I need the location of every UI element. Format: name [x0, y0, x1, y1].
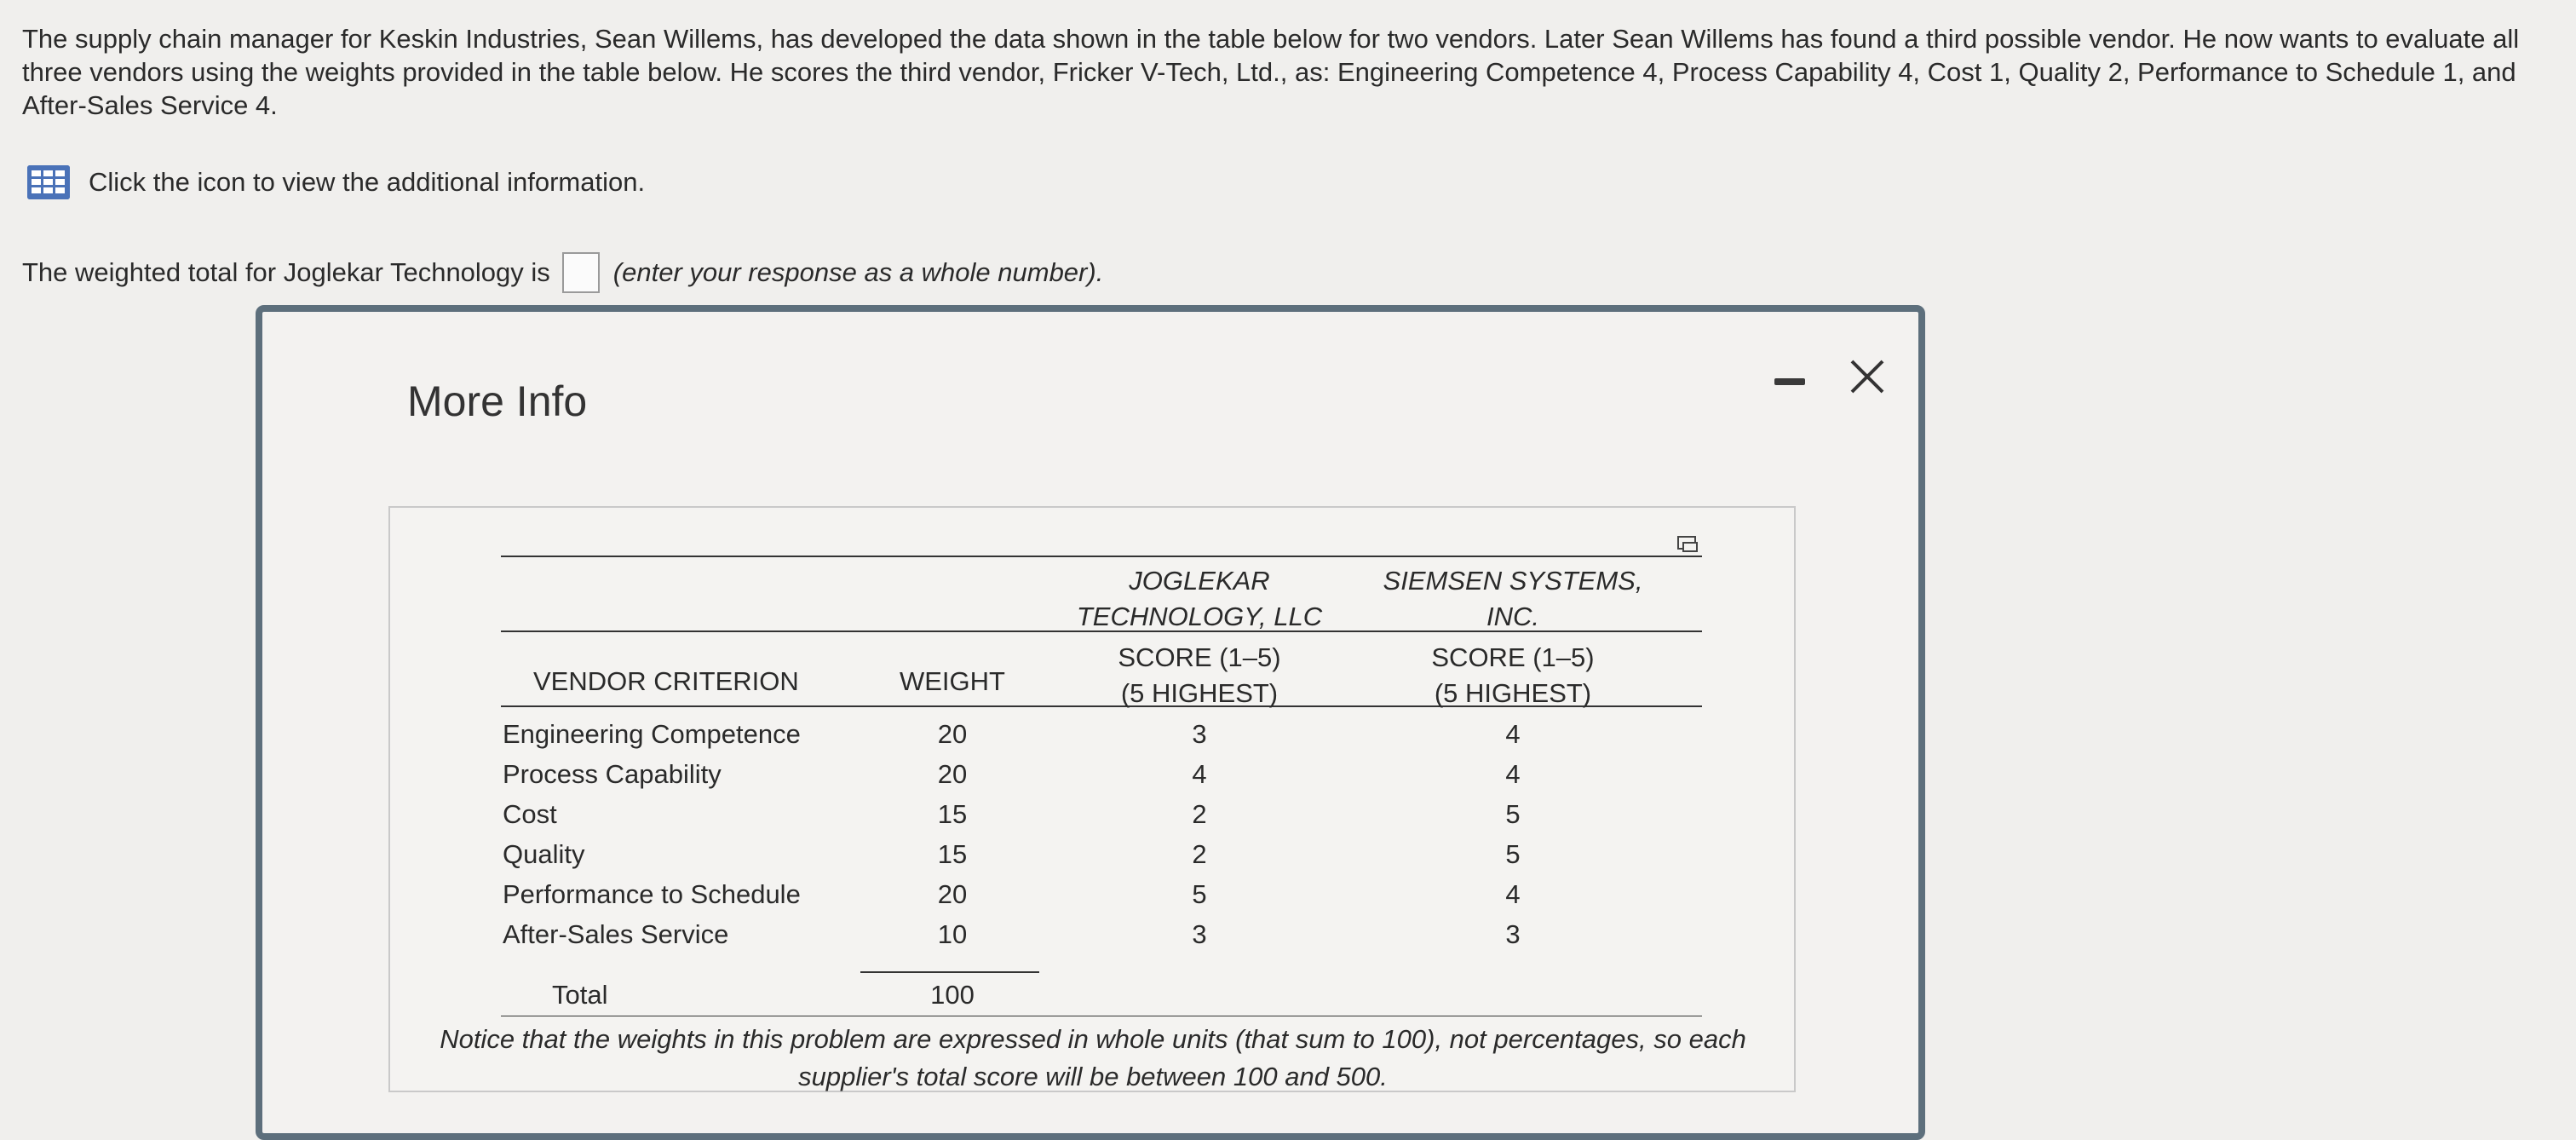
close-icon[interactable]: [1847, 356, 1888, 397]
question-prefix: The weighted total for Joglekar Technology is: [22, 257, 550, 287]
header-weight: WEIGHT: [900, 666, 1005, 696]
row-siemsen-score: 4: [1505, 879, 1521, 909]
table-top-rule: [501, 556, 1702, 557]
row-weight: 15: [937, 799, 968, 829]
row-weight: 10: [937, 919, 968, 949]
row-criterion: Engineering Competence: [503, 719, 801, 749]
vendor2-score-header-line2: (5 HIGHEST): [1434, 678, 1592, 708]
table-grid-icon[interactable]: [27, 165, 70, 199]
more-info-dialog: [256, 305, 1925, 1140]
table-note: Notice that the weights in this problem are expressed in whole units (that sum to 100), not percentages, so each supplier's total score will be between 100 and 500.: [440, 1024, 1746, 1091]
info-table-panel: [388, 506, 1796, 1092]
row-criterion: Process Capability: [503, 759, 722, 789]
copy-icon[interactable]: [1676, 535, 1699, 554]
row-criterion: Performance to Schedule: [503, 879, 801, 909]
vendor2-name-line1: SIEMSEN SYSTEMS,: [1383, 566, 1643, 596]
question-row: [22, 252, 1103, 293]
header-criterion: VENDOR CRITERION: [533, 666, 799, 696]
vendor1-score-header-line2: (5 HIGHEST): [1120, 678, 1279, 708]
vendor1-name-line2: TECHNOLOGY, LLC: [1076, 602, 1323, 631]
info-link-label[interactable]: Click the icon to view the additional information.: [89, 167, 646, 197]
question-hint: (enter your response as a whole number).: [612, 257, 1104, 287]
row-criterion: Cost: [503, 799, 557, 829]
row-weight: 20: [937, 759, 968, 789]
row-joglekar-score: 3: [1192, 719, 1207, 749]
row-weight: 15: [937, 839, 968, 869]
row-siemsen-score: 4: [1505, 759, 1521, 789]
row-siemsen-score: 4: [1505, 719, 1521, 749]
problem-statement: The supply chain manager for Keskin Industries, Sean Willems, has developed the data shown in the table below for two vendors. Later Sean Willems has found a third possible vendor. He now wants to evaluate all three vendors using the weights provided in the table below. He scores the third vendor, Fricker V-Tech, Ltd., as: Engineering Competence 4, Process Capability 4, Cost 1, Quality 2, Performance to Schedule 1, and After-Sales Service 4.: [22, 24, 2520, 120]
row-joglekar-score: 4: [1192, 759, 1207, 789]
row-criterion: Quality: [503, 839, 585, 869]
weight-sum-rule: [860, 971, 1039, 973]
row-weight: 20: [937, 719, 968, 749]
minimize-icon[interactable]: [1774, 378, 1805, 385]
row-siemsen-score: 5: [1505, 839, 1521, 869]
additional-info-link[interactable]: [27, 165, 645, 199]
total-weight: 100: [930, 980, 975, 1010]
vendor2-name-line2: INC.: [1486, 602, 1539, 631]
vendor1-score-header-line1: SCORE (1–5): [1118, 642, 1281, 672]
row-siemsen-score: 5: [1505, 799, 1521, 829]
row-joglekar-score: 3: [1192, 919, 1207, 949]
vendor1-name-line1: JOGLEKAR: [1129, 566, 1270, 596]
row-siemsen-score: 3: [1505, 919, 1521, 949]
row-criterion: After-Sales Service: [503, 919, 729, 949]
dialog-title: More Info: [407, 377, 588, 425]
answer-input[interactable]: [562, 252, 600, 293]
row-weight: 20: [937, 879, 968, 909]
vendor2-score-header-line1: SCORE (1–5): [1431, 642, 1595, 672]
row-joglekar-score: 2: [1192, 839, 1207, 869]
row-joglekar-score: 2: [1192, 799, 1207, 829]
row-joglekar-score: 5: [1192, 879, 1207, 909]
total-label: Total: [552, 980, 608, 1010]
